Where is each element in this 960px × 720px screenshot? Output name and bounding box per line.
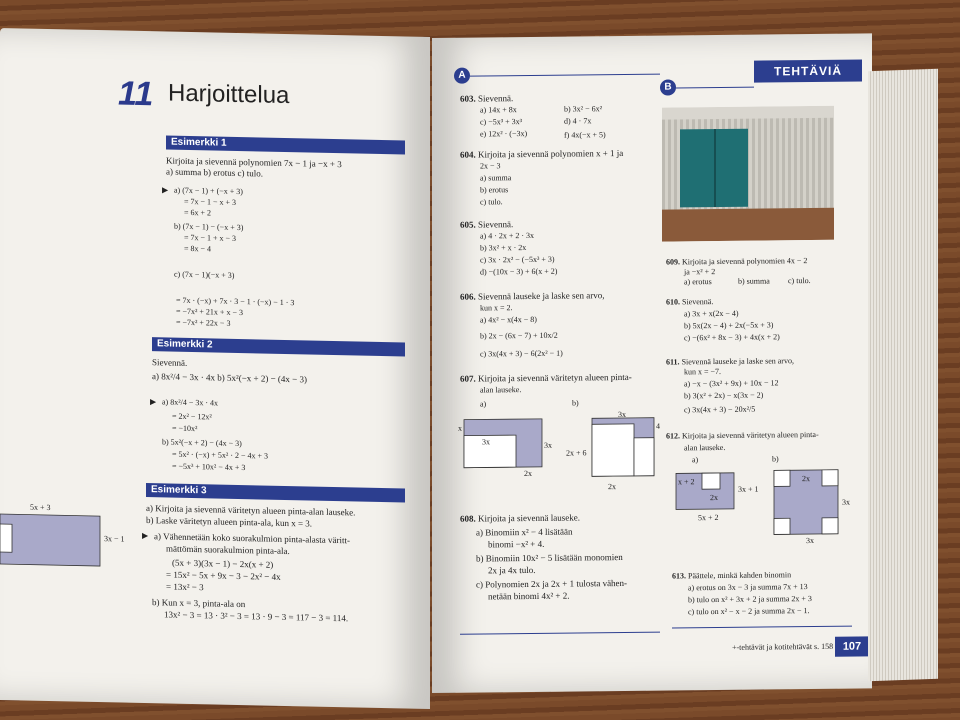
exercise-number: 613. [672,571,686,581]
example-2-b-line: = 5x² · (−x) + 5x² · 2 − 4x + 3 [172,449,269,461]
exercise-item: a) erotus [684,277,712,287]
exercise-title-cont: kun x = 2. [480,303,513,313]
exercise-item: d) 4 · 7x [564,116,592,126]
example-3-line: b) Kun x = 3, pinta-ala on [152,597,246,610]
figure-top-label: 5x + 3 [30,502,51,513]
figure-label: 3x [806,535,814,546]
figure-label: 2x [710,493,718,503]
example-2-b-line: = −5x³ + 10x² − 4x + 3 [172,461,246,473]
exercise-title: Kirjoita ja sievennä lauseke. [478,512,580,524]
figure-label: x [458,423,462,433]
barn-door-photo [662,106,834,242]
example-1-a-line: = 7x − 1 − x + 3 [184,196,237,207]
figure-b-label: b) [572,398,579,408]
example-3-figure [0,512,110,570]
exercise-title-cont: kun x = −7. [684,366,722,377]
exercise-item: b) 3x² − 6x² [564,104,602,114]
example-1-c-line: c) (7x − 1)(−x + 3) [174,269,235,280]
exercise-item: a) 14x + 8x [480,105,517,115]
exercise-item: c) 3x(4x + 3) − 6(2x² − 1) [480,348,563,359]
exercise-item: b) 3(x² + 2x) − x(3x − 2) [684,390,764,401]
exercise-number: 608. [460,513,476,524]
example-2-a-line: = −10x² [172,423,198,434]
example-1-a-line: a) (7x − 1) + (−x + 3) [174,185,243,197]
exercise-item: f) 4x(−x + 5) [564,130,606,140]
example-1-header: Esimerkki 1 [166,135,405,154]
exercise-item: a) 3x + x(2x − 4) [684,308,739,319]
figure-label: 3x [842,497,850,507]
left-page [0,28,430,709]
exercise-title: Sievennä lauseke ja laske sen arvo, [681,356,794,367]
exercise-item: c) 3x(4x + 3) − 20x²/5 [684,404,756,415]
exercise-title-cont: alan lauseke. [684,442,726,453]
exercise-item: c) tulo on x² − x − 2 ja summa 2x − 1. [688,606,810,617]
example-3-line: mättömän suorakulmion pinta-ala. [166,543,290,557]
chapter-number: 11 [118,74,154,114]
example-1-task-parts: a) summa b) erotus c) tulo. [166,166,263,179]
exercise-number: 612. [666,431,680,441]
exercise-item: b) erotus [480,185,509,195]
example-3-line: (5x + 3)(3x − 1) − 2x(x + 2) [172,557,274,570]
example-3-line: 13x² − 3 = 13 · 3² − 3 = 13 · 9 − 3 = 117 − 3 = 114. [164,609,349,624]
example-1-c-line: = 7x · (−x) + 7x · 3 − 1 · (−x) − 1 · 3 [176,295,295,308]
exercise-item: b) 5x(2x − 4) + 2x(−5x + 3) [684,320,774,331]
exercise-item: a) −x − (3x² + 9x) + 10x − 12 [684,378,779,389]
exercise-title: Kirjoita ja sievennä väritetyn alueen pinta- [682,429,819,441]
example-3-line: b) Laske väritetyn alueen pinta-ala, kun x = 3. [146,515,313,529]
example-3-line: = 13x² − 3 [166,581,204,593]
figure-a-label: a) [480,399,487,409]
exercise-number: 606. [460,291,476,302]
exercise-item: d) −(10x − 3) + 6(x + 2) [480,266,558,277]
right-page [432,33,872,693]
exercise-item: e) 12x² · (−3x) [480,129,528,139]
exercise-item: c) Polynomien 2x ja 2x + 1 tulosta vähen- [476,577,628,590]
exercise-title: Kirjoita ja sievennä väritetyn alueen pinta- [478,371,632,384]
exercise-612-figures [672,465,862,547]
figure-a-label: a) [692,455,699,465]
figure-label: 2x [608,482,616,492]
exercise-item: c) tulo. [788,276,811,286]
book-page-edges [868,69,938,681]
exercise-number: 603. [460,93,476,104]
exercise-item: a) 4x² − x(4x − 8) [480,314,537,325]
figure-label: 2x [524,468,532,479]
example-2-task: Sievennä. [152,357,188,368]
exercise-number: 609. [666,257,680,267]
figure-label: 5x + 2 [698,512,719,523]
exercise-item: a) Binomiin x² − 4 lisätään [476,526,573,538]
example-1-c-line: = −7x² + 22x − 3 [176,317,231,328]
exercise-title: Sievennä. [478,219,514,230]
example-1-task: Kirjoita ja sievennä polynomien 7x − 1 ja −x + 3 [166,155,342,170]
example-1-a-marker: ▶ [162,185,169,195]
exercise-item: a) 4 · 2x + 2 · 3x [480,230,535,241]
exercise-item: c) tulo. [480,197,503,207]
exercise-item: c) −5x³ + 3x³ [480,117,523,127]
example-1-b-line: = 7x − 1 + x − 3 [184,232,237,243]
exercise-number: 605. [460,219,476,230]
exercise-item: b) 2x − (6x − 7) + 10x/2 [480,330,558,341]
example-2-task-parts: a) 8x²/4 − 3x · 4x b) 5x²(−x + 2) − (4x − 3) [152,371,307,385]
example-3-line: a) Kirjoita ja sievennä väritetyn alueen pinta-alan lauseke. [146,503,356,518]
exercise-item: b) 3x² + x · 2x [480,243,527,253]
exercise-item: b) Binomiin 10x² − 5 lisätään monomien [476,552,623,564]
example-3-line: a) Vähennetään koko suorakulmion pinta-alasta väritt- [154,531,351,546]
exercise-item: b) summa [738,276,770,286]
figure-label: 3x [482,437,490,447]
figure-label: 3x + 1 [738,484,759,494]
figure-label: 3x [618,409,626,420]
figure-label: 2x + 6 [566,448,587,458]
figure-label: 3x [544,440,552,450]
tehtavia-tab: TEHTÄVIÄ [754,59,862,82]
example-3-a-marker: ▶ [142,530,149,541]
exercise-item: 2x ja 4x tulo. [488,564,536,576]
chapter-title: Harjoittelua [168,79,290,110]
exercise-item: c) −(6x² + 8x − 3) + 4x(x + 2) [684,332,780,343]
example-2-a-marker: ▶ [150,397,157,407]
figure-b-label: b) [772,454,779,464]
exercise-title: Sievennä. [478,93,514,104]
example-3-line: = 15x² − 5x + 9x − 3 − 2x² − 4x [166,569,281,582]
figure-side-label: 3x − 1 [104,534,125,544]
exercise-number: 607. [460,373,476,384]
exercise-item: a) erotus on 3x − 3 ja summa 7x + 13 [688,582,808,593]
exercise-item: b) tulo on x² + 3x + 2 ja summa 2x + 3 [688,594,812,605]
example-1-b-line: b) (7x − 1) − (−x + 3) [174,221,244,233]
figure-label: 4 [656,421,660,431]
exercise-title-cont: 2x − 3 [480,161,501,171]
exercise-title: Kirjoita ja sievennä polynomien x + 1 ja [478,147,624,160]
exercise-title-cont: alan lauseke. [480,385,522,395]
exercise-607-figures [456,410,666,492]
exercise-item: binomi −x² + 4. [488,538,545,550]
exercise-item: c) 3x · 2x² − (−5x³ + 3) [480,254,555,265]
example-1-c-line: = −7x² + 21x + x − 3 [176,306,243,318]
example-2-a-line: = 2x² − 12x² [172,411,212,422]
level-a-rule [470,74,660,77]
level-b-badge: B [660,79,676,95]
exercise-title: Sievennä. [682,297,714,307]
example-3-header: Esimerkki 3 [146,483,405,502]
footer-rule-left [460,632,660,635]
footer-rule-right [672,626,852,629]
example-2-b-line: b) 5x²(−x + 2) − (4x − 3) [162,437,242,449]
example-2-header: Esimerkki 2 [152,337,405,356]
exercise-title: Sievennä lauseke ja laske sen arvo, [478,290,605,302]
exercise-title: Päättele, minkä kahden binomin [688,570,792,581]
example-2-a-line: a) 8x²/4 − 3x · 4x [162,397,219,408]
example-1-a-line: = 6x + 2 [184,207,212,218]
exercise-item: a) summa [480,173,512,183]
exercise-number: 610. [666,297,680,307]
exercise-number: 611. [666,357,680,367]
figure-label: 2x [802,474,810,484]
level-b-rule [676,87,754,89]
exercise-number: 604. [460,149,476,160]
figure-label: x + 2 [678,477,695,487]
exercise-title-cont: ja −x² + 2 [684,267,716,277]
exercise-title: Kirjoita ja sievennä polynomien 4x − 2 [682,256,808,267]
page-number: 107 [835,636,869,656]
exercise-item: netään binomi 4x² + 2. [488,590,570,602]
level-a-badge: A [454,68,470,84]
example-1-b-line: = 8x − 4 [184,243,212,254]
footer-text: +-tehtävät ja kotitehtävät s. 158 [732,641,834,652]
